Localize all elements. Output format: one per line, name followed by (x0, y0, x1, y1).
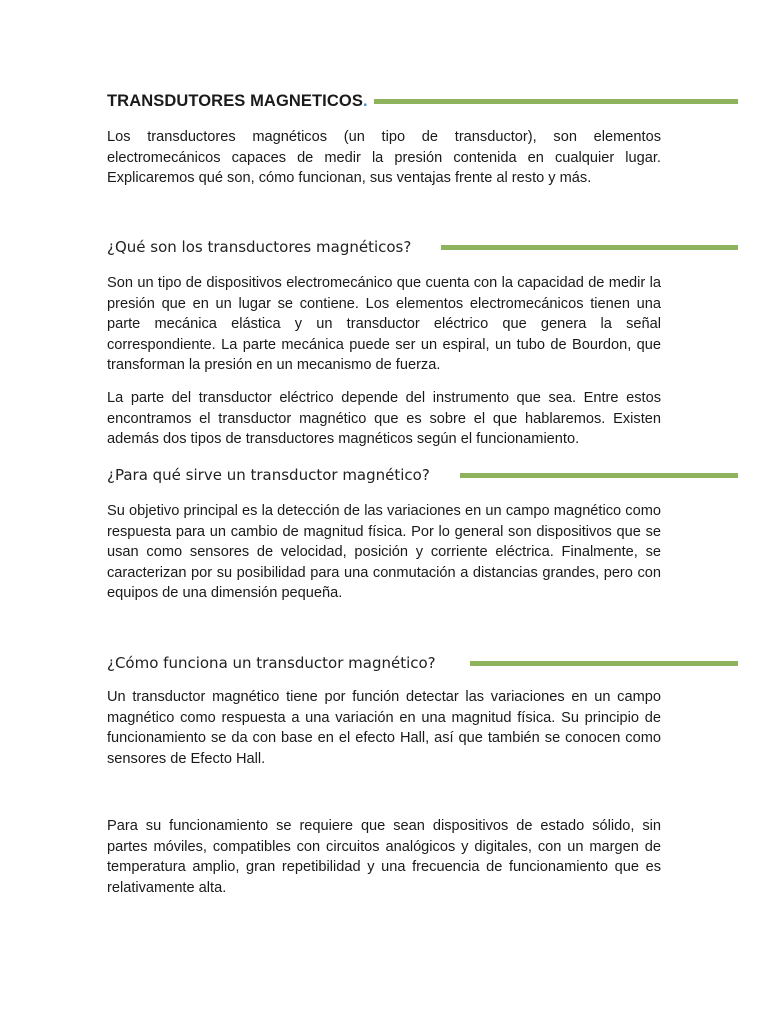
section-heading-1: ¿Qué son los transductores magnéticos? (107, 238, 412, 256)
intro-paragraph: Los transductores magnéticos (un tipo de transductor), son elementos electromecánicos capaces de medir la presión contenida en cualquier lugar. Explicaremos qué son, cómo funcionan, sus ventajas frente al resto y más. (107, 129, 661, 187)
section-heading-row-1 (107, 238, 738, 256)
section-heading-row-3 (107, 654, 738, 672)
title-divider-rule (374, 99, 738, 104)
section-divider-rule-3 (470, 661, 738, 666)
section-divider-rule-1 (441, 245, 738, 250)
title-row (107, 92, 738, 111)
section-3-paragraph-2: Para su funcionamiento se requiere que sean dispositivos de estado sólido, sin partes móviles, compatibles con circuitos analógicos y digitales, con un margen de temperatura amplio, gran repetibilidad y una frecuencia de funcionamiento que es relativamente alta. (107, 818, 661, 896)
page-title (107, 92, 368, 111)
title-dot: . (362, 92, 368, 110)
section-1-paragraph-2: La parte del transductor eléctrico depende del instrumento que sea. Entre estos encontramos el transductor magnético que es sobre el que hablaremos. Existen además dos tipos de transductores magnéticos según el funcionamiento. (107, 390, 661, 448)
section-1-paragraph-1: Son un tipo de dispositivos electromecánico que cuenta con la capacidad de medir la presión que en un lugar se contiene. Los elementos electromecánicos tienen una parte mecánica elástica y un transductor eléctrico que genera la señal correspondiente. La parte mecánica puede ser un espiral, un tubo de Bourdon, que transforman la presión en un mecanismo de fuerza. (107, 275, 661, 374)
section-heading-row-2 (107, 466, 738, 484)
section-divider-rule-2 (460, 473, 738, 478)
section-3-paragraph-1: Un transductor magnético tiene por función detectar las variaciones en un campo magnético como respuesta a una variación en una magnitud física. Su principio de funcionamiento se da con base en el efecto Hall, así que también se conocen como sensores de Efecto Hall. (107, 689, 661, 767)
section-heading-2: ¿Para qué sirve un transductor magnético? (107, 466, 430, 484)
section-2-paragraph-1: Su objetivo principal es la detección de las variaciones en un campo magnético como respuesta para un cambio de magnitud física. Por lo general son dispositivos que se usan como sensores de velocidad, posición y corriente eléctrica. Finalmente, se caracterizan por su posibilidad para una conmutación a distancias grandes, pero con equipos de una dimensión pequeña. (107, 503, 661, 602)
page-title-text: TRANSDUTORES MAGNETICOS (107, 92, 363, 110)
section-heading-3: ¿Cómo funciona un transductor magnético? (107, 654, 436, 672)
